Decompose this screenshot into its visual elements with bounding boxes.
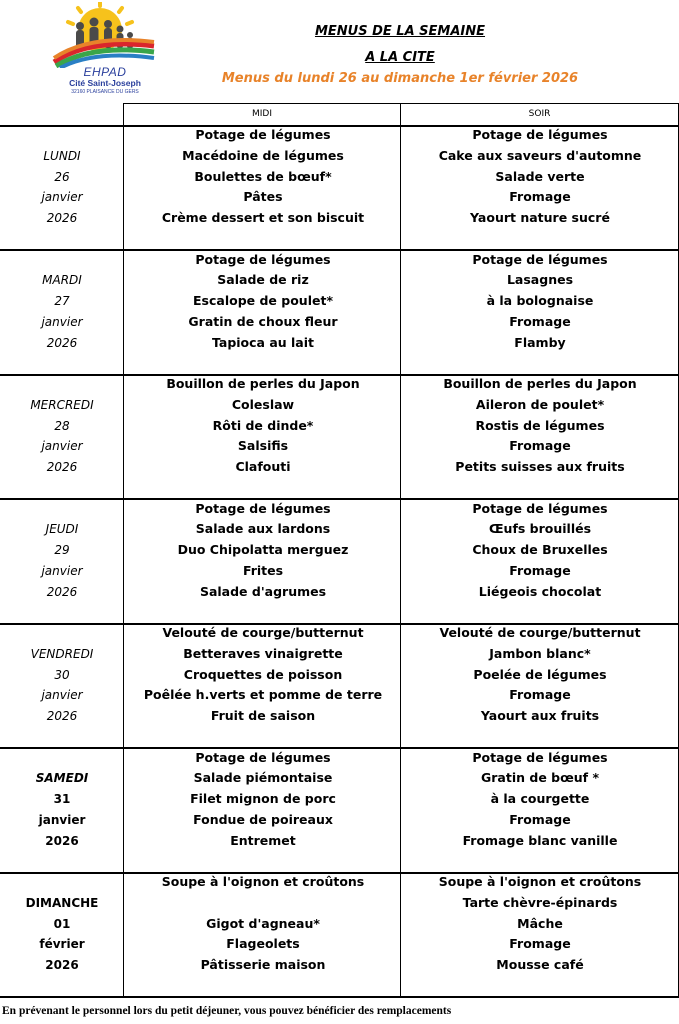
menu-item: Entremet — [230, 832, 296, 848]
day-month: janvier — [38, 812, 86, 827]
menu-item: Frites — [242, 562, 284, 578]
column-header-soir: SOIR — [528, 109, 551, 119]
menu-item: Liégeois chocolat — [478, 583, 602, 599]
menu-item: Potage de légumes — [472, 251, 608, 267]
soir-menu-mercredi — [401, 374, 679, 478]
menu-item: Betteraves vinaigrette — [183, 645, 343, 661]
midi-menu-dimanche — [124, 872, 402, 976]
day-year: 2026 — [45, 833, 79, 848]
week-range-subtitle: Menus du lundi 26 au dimanche 1er février 2026 — [221, 71, 579, 86]
day-date: 26 — [54, 169, 70, 184]
midi-menu-mercredi — [124, 374, 402, 478]
day-date: 27 — [54, 294, 70, 308]
menu-item: Salade aux lardons — [195, 521, 331, 537]
menu-item: Yaourt nature sucré — [470, 210, 610, 225]
day-year: 2026 — [46, 709, 78, 723]
menu-item: Potage de légumes — [472, 500, 608, 516]
menu-item: Fromage — [509, 562, 571, 578]
menu-item: Cake aux saveurs d'automne — [438, 147, 642, 163]
menu-item: Tapioca au lait — [211, 334, 315, 350]
soir-menu-samedi — [401, 748, 679, 852]
soir-menu-vendredi — [401, 623, 679, 727]
menu-item: Pâtes — [243, 189, 283, 205]
logo-subtitle: Cité Saint-Joseph — [69, 78, 141, 88]
menu-item: Soupe à l'oignon et croûtons — [161, 874, 365, 889]
day-month: janvier — [41, 190, 83, 205]
menu-item: Duo Chipolatta merguez — [177, 542, 349, 557]
column-header-midi: MIDI — [251, 109, 272, 119]
day-label-mercredi — [0, 395, 124, 478]
menu-item: Flamby — [514, 334, 566, 350]
menu-item: Coleslaw — [231, 396, 295, 412]
day-label-jeudi — [0, 519, 124, 602]
menu-item: Boulettes de bœuf* — [194, 168, 332, 184]
menu-item: Gratin de bœuf * — [481, 770, 599, 786]
day-month: février — [39, 937, 85, 952]
day-date: 30 — [54, 667, 70, 682]
day-label-lundi — [0, 146, 124, 229]
day-label-dimanche — [0, 893, 124, 976]
day-name: DIMANCHE — [25, 895, 99, 910]
menu-item: à la bolognaise — [486, 293, 594, 308]
menu-item: Yaourt aux fruits — [480, 708, 600, 723]
day-month: janvier — [41, 563, 83, 578]
day-date: 28 — [54, 418, 70, 433]
menu-item: Rôti de dinde* — [212, 417, 314, 433]
day-name: MARDI — [42, 273, 82, 288]
day-date: 29 — [54, 543, 70, 557]
menu-item: Potage de légumes — [195, 749, 331, 765]
midi-menu-lundi — [124, 125, 402, 229]
day-year: 2026 — [45, 958, 79, 972]
midi-menu-vendredi — [124, 623, 402, 727]
menu-item: Fruit de saison — [210, 708, 316, 723]
menu-item: Fromage — [509, 687, 571, 703]
menu-item: Petits suisses aux fruits — [455, 459, 625, 474]
ehpad-logo — [50, 2, 160, 100]
menu-item: Fromage — [509, 438, 571, 454]
menu-item: Fromage — [509, 313, 571, 329]
menu-item: Filet mignon de porc — [190, 791, 336, 806]
menu-item: Velouté de courge/butternut — [162, 625, 364, 640]
soir-menu-mardi — [401, 250, 679, 354]
menu-item: Escalope de poulet* — [193, 293, 333, 308]
day-name: JEUDI — [45, 522, 79, 537]
day-date: 01 — [53, 916, 71, 931]
page-title-secondary: A LA CITE — [365, 50, 435, 65]
menu-item: Clafouti — [235, 459, 291, 474]
day-month: janvier — [41, 314, 83, 329]
day-name: VENDREDI — [30, 646, 94, 661]
day-year: 2026 — [46, 584, 78, 599]
menu-item: Poêlée h.verts et pomme de terre — [143, 687, 383, 703]
menu-item: Croquettes de poisson — [183, 666, 343, 682]
menu-item: Salade verte — [495, 168, 585, 184]
day-year: 2026 — [46, 211, 78, 225]
menu-item: Lasagnes — [506, 272, 574, 288]
day-name: SAMEDI — [35, 771, 89, 786]
menu-item: Aileron de poulet* — [475, 396, 605, 412]
menu-item: Potage de légumes — [195, 251, 331, 267]
day-year: 2026 — [46, 335, 78, 350]
sun-family-logo-icon — [50, 2, 160, 68]
menu-item: Bouillon de perles du Japon — [166, 376, 360, 391]
menu-item: Fromage — [509, 936, 571, 952]
menu-item: Rostis de légumes — [475, 417, 605, 433]
menu-item: Fromage — [509, 189, 571, 205]
day-label-samedi — [0, 768, 124, 851]
menu-item: Œufs brouillés — [488, 521, 592, 537]
day-name: MERCREDI — [30, 397, 94, 412]
footer-note: En prévenant le personnel lors du petit déjeuner, vous pouvez bénéficier des remplacements — [2, 1005, 452, 1017]
menu-item: Potage de légumes — [195, 500, 331, 516]
midi-menu-mardi — [124, 250, 402, 354]
menu-item: Choux de Bruxelles — [472, 542, 608, 557]
menu-item: Salade d'agrumes — [199, 583, 327, 599]
menu-item: Fromage blanc vanille — [462, 832, 618, 848]
menu-item: Jambon blanc* — [489, 645, 591, 661]
menu-item: Macédoine de légumes — [182, 147, 344, 163]
soir-menu-lundi — [401, 125, 679, 229]
menu-item: Salsifis — [237, 438, 289, 454]
menu-item: Flageolets — [226, 936, 300, 952]
menu-item: Mâche — [517, 915, 563, 931]
menu-item: Fromage — [509, 811, 571, 827]
menu-item: Salade de riz — [217, 272, 309, 288]
menu-item: Gigot d'agneau* — [206, 915, 320, 931]
menu-item — [124, 893, 402, 914]
menu-item: Soupe à l'oignon et croûtons — [438, 874, 642, 889]
page-title: MENUS DE LA SEMAINE — [314, 24, 486, 39]
menu-item: Mousse café — [496, 957, 584, 972]
menu-item: Salade piémontaise — [193, 770, 333, 786]
table-bottom-border — [0, 996, 679, 998]
soir-menu-jeudi — [401, 499, 679, 603]
logo-address: 32160 PLAISANCE DU GERS — [71, 89, 139, 95]
menu-item: Velouté de courge/butternut — [439, 625, 641, 640]
midi-menu-samedi — [124, 748, 402, 852]
menu-item: Bouillon de perles du Japon — [443, 376, 637, 391]
day-label-mardi — [0, 270, 124, 353]
menu-item: Potage de légumes — [195, 127, 331, 142]
logo-brand: EHPAD — [83, 65, 127, 79]
menu-item: Pâtisserie maison — [200, 957, 326, 972]
day-label-vendredi — [0, 644, 124, 727]
menu-item: Potage de légumes — [472, 127, 608, 142]
menu-item: Potage de légumes — [472, 749, 608, 765]
day-year: 2026 — [46, 460, 78, 474]
day-month: janvier — [41, 688, 83, 703]
day-name: LUNDI — [43, 148, 81, 163]
day-date: 31 — [53, 792, 71, 806]
menu-item: Crème dessert et son biscuit — [161, 210, 365, 225]
midi-menu-jeudi — [124, 499, 402, 603]
menu-item: Poelée de légumes — [473, 666, 607, 682]
day-month: janvier — [41, 439, 83, 454]
soir-menu-dimanche — [401, 872, 679, 976]
menu-item: Gratin de choux fleur — [188, 313, 338, 329]
menu-item: Fondue de poireaux — [193, 811, 333, 827]
menu-item: Tarte chèvre-épinards — [462, 894, 618, 910]
menu-item: à la courgette — [490, 791, 590, 806]
